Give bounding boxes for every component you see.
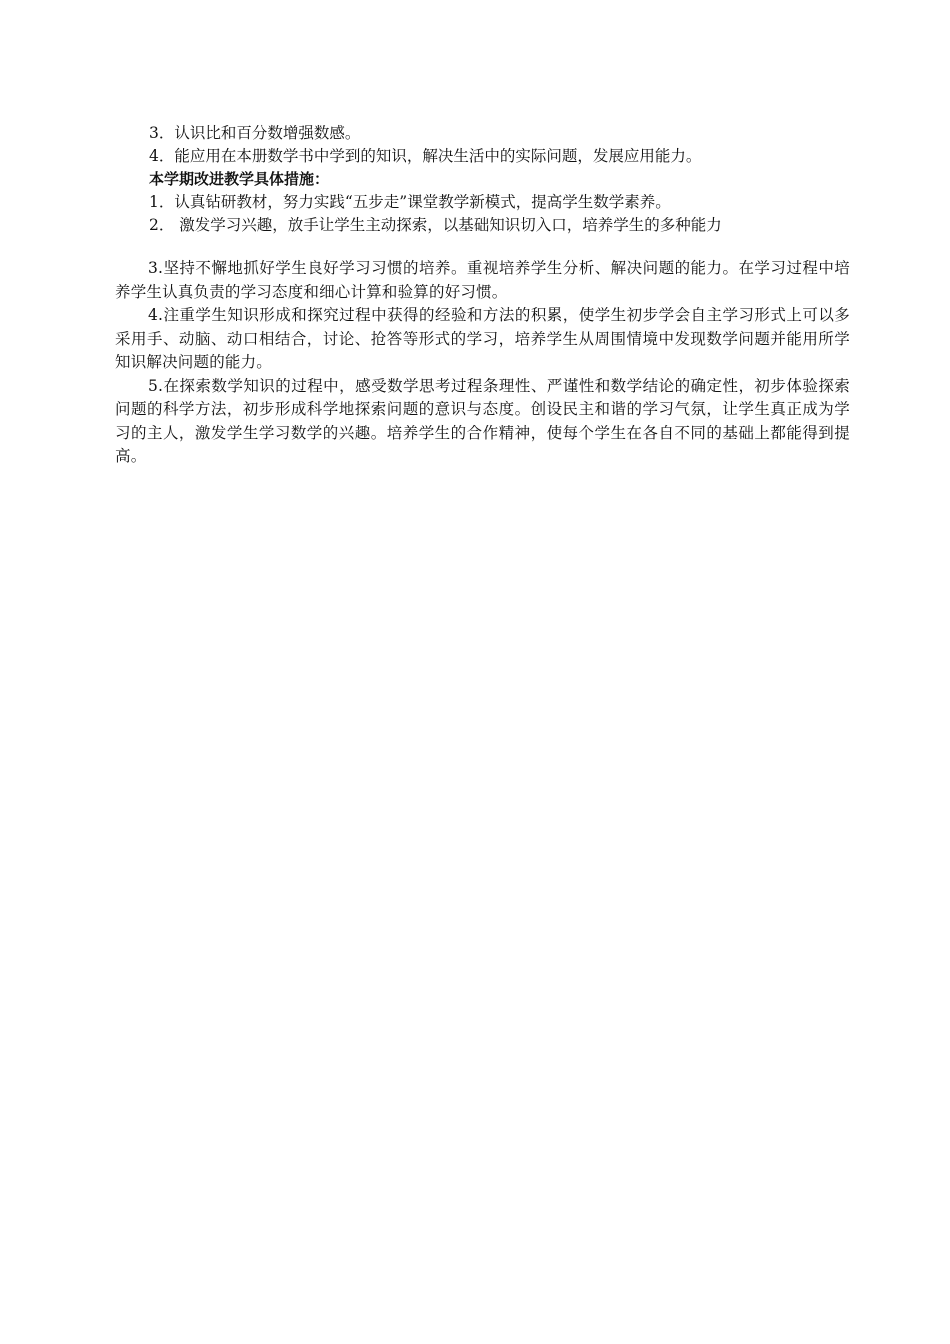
measure-item-2: 2． 激发学习兴趣，放手让学生主动探索，以基础知识切入口，培养学生的多种能力 <box>149 216 722 234</box>
goal-item-4: 4．能应用在本册数学书中学到的知识，解决生活中的实际问题，发展应用能力。 <box>149 147 702 165</box>
measure-paragraph-4: 4.注重学生知识形成和探究过程中获得的经验和方法的积累，使学生初步学会自主学习形式上可以多采用手、动脑、动口相结合，讨论、抢答等形式的学习，培养学生从周围情境中发现数学问题并能用所学知识解决问题的能力。 <box>115 306 850 371</box>
paragraph-spacer <box>115 237 850 257</box>
measures-heading: 本学期改进教学具体措施： <box>149 170 330 188</box>
goal-item-3: 3．认识比和百分数增强数感。 <box>149 124 361 142</box>
measure-item-1: 1．认真钻研教材，努力实践“五步走”课堂教学新模式，提高学生数学素养。 <box>149 193 671 211</box>
measure-paragraph-5: 5.在探索数学知识的过程中，感受数学思考过程条理性、严谨性和数学结论的确定性，初步体验探索问题的科学方法，初步形成科学地探索问题的意识与态度。创设民主和谐的学习气氛，让学生真正成为学习的主人，激发学生学习数学的兴趣。培养学生的合作精神，使每个学生在各自不同的基础上都能得到提高。 <box>115 376 850 465</box>
document-body <box>115 122 850 469</box>
measure-paragraph-3: 3.坚持不懈地抓好学生良好学习习惯的培养。重视培养学生分析、解决问题的能力。在学习过程中培养学生认真负责的学习态度和细心计算和验算的好习惯。 <box>115 259 850 301</box>
